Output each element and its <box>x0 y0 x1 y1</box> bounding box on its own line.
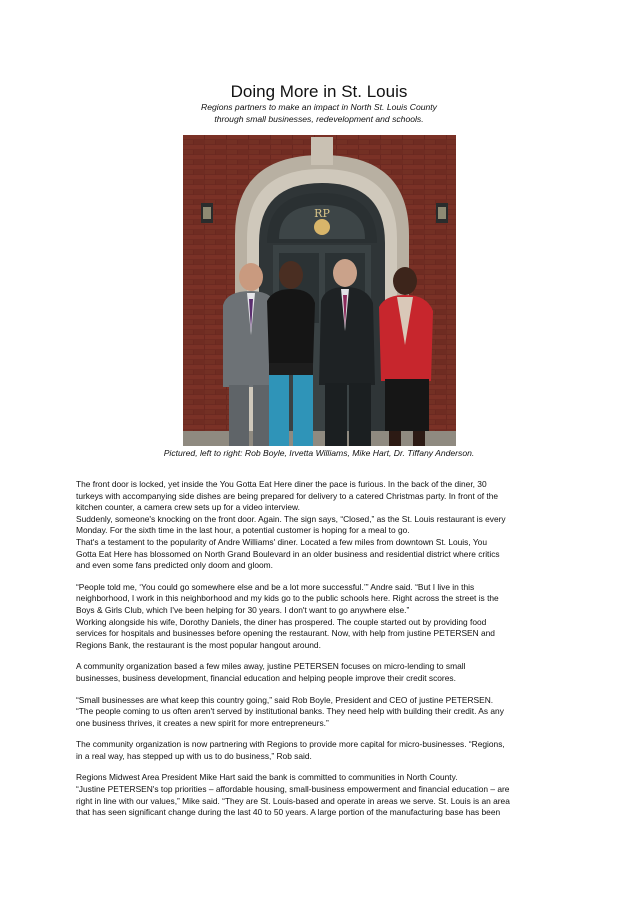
paragraph <box>76 772 566 818</box>
subtitle-line: through small businesses, redevelopment and schools. <box>214 113 424 124</box>
text-line: neighborhood, I work in this neighborhood and my kids go to the public schools here. Right across the street is the <box>76 593 499 604</box>
paragraph <box>76 661 566 684</box>
text-line: Boys & Girls Club, which I've been helping for 30 years. I don't want to go anywhere else.” <box>76 604 410 615</box>
text-line: “Justine PETERSEN's top priorities – affordable housing, small-business empowerment and financial education – are <box>76 784 510 795</box>
text-line: that has seen significant change during the last 40 to 50 years. A large portion of the manufacturing base has been <box>76 807 501 818</box>
text-line: The community organization is now partnering with Regions to provide more capital for micro-businesses. “Regions, <box>76 739 505 750</box>
text-line: Working alongside his wife, Dorothy Daniels, the diner has prospered. The couple started out by providing food <box>76 616 487 627</box>
text-line: businesses, business development, financial education and helping people improve their credit scores. <box>76 672 456 683</box>
text-line: That's a testament to the popularity of Andre Williams' diner. Located a few miles from downtown St. Louis, You <box>76 536 487 547</box>
group-photo <box>183 135 456 446</box>
text-line: turkeys with accompanying side dishes are being prepared for delivery to a catered Christmas party. In front of the <box>76 490 499 501</box>
paragraph <box>76 479 566 572</box>
text-line: “The people coming to us often aren't served by institutional banks. They need help with building their credit. As any <box>76 706 504 717</box>
door-lettering: RP <box>314 207 330 220</box>
paragraph <box>76 695 566 730</box>
page-subtitle <box>0 102 638 125</box>
text-line: Suddenly, someone's knocking on the front door. Again. The sign says, “Closed,” as the St. Louis restaurant is every <box>76 513 506 524</box>
text-line: in a real way, has stepped up with us to do business,” Rob said. <box>76 750 312 761</box>
text-line: services for hospitals and businesses before opening the restaurant. Now, with help from justine PETERSEN and <box>76 628 495 639</box>
text-line: one business thrives, it creates a new spirit for more entrepreneurs.” <box>76 717 329 728</box>
text-line: “People told me, ‘You could go somewhere else and be a lot more successful.’” Andre said. “But I live in this <box>76 581 475 592</box>
text-line: “Small businesses are what keep this country going,” said Rob Boyle, President and CEO of justine PETERSEN. <box>76 694 494 705</box>
text-line: Gotta Eat Here has blossomed on North Grand Boulevard in an older business and residential district where critics <box>76 548 500 559</box>
text-line: The front door is locked, yet inside the You Gotta Eat Here diner the pace is furious. In the back of the diner, 30 <box>76 479 487 489</box>
text-line: and even some fans predicted only doom and gloom. <box>76 560 273 571</box>
paragraph <box>76 582 566 652</box>
text-line: A community organization based a few miles away, justine PETERSEN focuses on micro-lending to small <box>76 661 466 672</box>
text-line: Regions Bank, the restaurant is the most popular hangout around. <box>76 639 321 650</box>
photo-caption: Pictured, left to right: Rob Boyle, Irvetta Williams, Mike Hart, Dr. Tiffany Anderson. <box>163 448 475 458</box>
article-body <box>76 479 566 829</box>
paragraph <box>76 739 566 762</box>
text-line: Monday. For the sixth time in the last hour, a potential customer is hoping for a meal to go. <box>76 525 410 536</box>
text-line: right in line with our values,” Mike said. “They are St. Louis-based and operate in areas we serve. St. Louis is an area <box>76 795 510 806</box>
text-line: Regions Midwest Area President Mike Hart said the bank is committed to communities in North County. <box>76 772 458 783</box>
page-title: Doing More in St. Louis <box>230 82 408 101</box>
subtitle-line: Regions partners to make an impact in North St. Louis County <box>201 102 437 112</box>
text-line: kitchen counter, a camera crew sets up for a video interview. <box>76 502 300 513</box>
